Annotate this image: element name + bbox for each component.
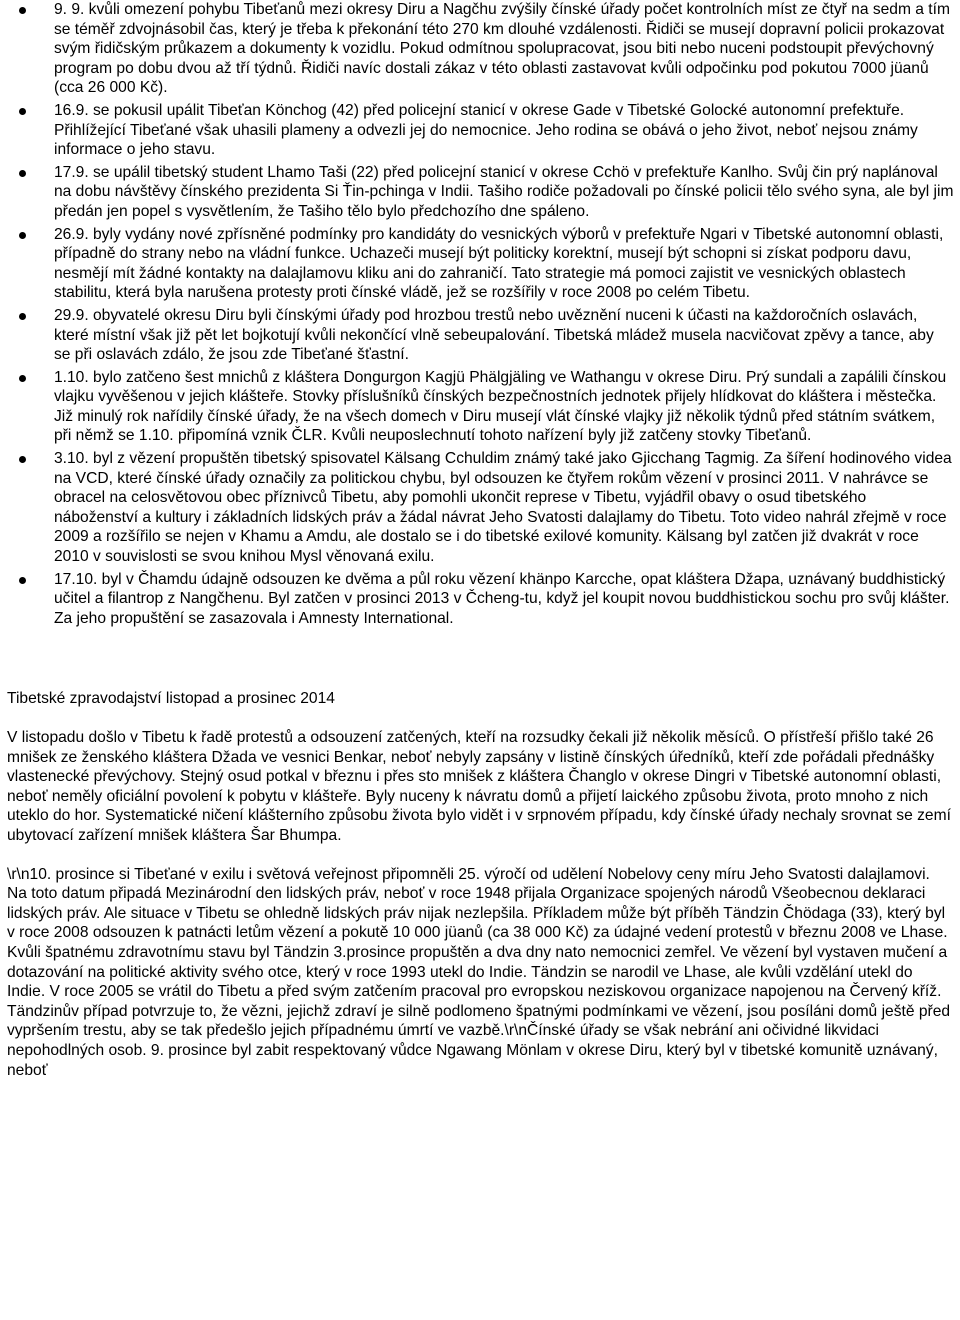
list-item bbox=[7, 225, 954, 303]
list-item bbox=[7, 306, 954, 365]
bullet-icon bbox=[19, 108, 26, 115]
bullet-icon bbox=[19, 456, 26, 463]
paragraph: \r\n10. prosince si Tibeťané v exilu i světová veřejnost připomněli 25. výročí od udělení Nobelovy ceny míru Jeho Svatosti dalajlamovi. Na toto datum připadá Mezinárodní den lidských práv, neboť v roce 1948 přijala Organizace spojených národů Všeobecnou deklaraci lidských práv. Ale situace v Tibetu se ohledně lidských práv nijak nezlepšila. Příkladem může být příběh Tändzin Čhödaga (33), který byl v roce 2008 odsouzen k patnácti letům vězení a pokutě 10 000 jüanů (ca 38 000 Kč) za údajné vedení protestů v březnu 2008 ve Lhase. Kvůli špatnému zdravotnímu stavu byl Tändzin 3.prosince propuštěn a dva dny nato nemocnici zemřel. Ve vězení byl vystaven mučení a dotazování na politické aktivity svého otce, který v roce 1993 utekl do Indie. Tändzin se narodil ve Lhase, ale kvůli vzdělání utekl do Indie. V roce 2005 se vrátil do Tibetu a před svým zatčením pracoval pro evropskou neziskovou organizace napojenou na Červený kříž. Tändzinův případ potvrzuje to, že vězni, jejichž zdraví je silně podlomeno špatnými podmínkami ve vězení, jsou posíláni domů ještě před vypršením trestu, aby se tak předešlo jejich případnému úmrtí ve vazbě.\r\nČínské úřady se však nebrání ani očividné likvidaci nepohodlných osob. 9. prosince byl zabit respektovaný vůdce Ngawang Mönlam v okrese Diru, který byl v tibetské komunitě uznávaný, neboť bbox=[7, 865, 951, 1079]
paragraph-spacer bbox=[7, 709, 954, 728]
bullet-icon bbox=[19, 313, 26, 320]
list-item-text: 29.9. obyvatelé okresu Diru byli čínskými úřady pod hrozbou trestů nebo uvěznění nuceni k účasti na každoročních oslavách, které místní však již pět let bojkotují kvůli nekončící vlně sebeupalování. Tibetská mládež musela nacvičovat zpěvy a tance, aby se při oslavách zdálo, že jsou zde Tibeťané šťastní. bbox=[54, 306, 934, 364]
list-item-text: 16.9. se pokusil upálit Tibeťan Könchog (42) před policejní stanicí v okrese Gade v Tibetské Golocké autonomní prefektuře. Přihlížející Tibeťané však uhasili plameny a odvezli jej do nemocnice. Jeho rodina se obává o jeho život, neboť nejsou známy informace o jeho stavu. bbox=[54, 101, 918, 159]
list-item bbox=[7, 0, 954, 98]
section-title: Tibetské zpravodajství listopad a prosinec 2014 bbox=[7, 690, 335, 708]
list-item bbox=[7, 449, 954, 567]
paragraph-spacer bbox=[7, 846, 954, 865]
bullet-icon bbox=[19, 375, 26, 382]
list-item-text: 17.9. se upálil tibetský student Lhamo Taši (22) před policejní stanicí v okrese Cchö v prefektuře Kanlho. Svůj čin prý naplánoval na dobu návštěvy čínského prezidenta Si Ťin-pchinga v Indii. Tašiho rodiče požadovali po čínské policii tělo svého syna, ale byl jim předán jen popel s vysvětlením, že Tašiho tělo bylo předchozího dne spáleno. bbox=[54, 163, 954, 220]
news-bullet-list bbox=[7, 0, 954, 628]
bullet-icon bbox=[19, 7, 26, 14]
list-item bbox=[7, 163, 954, 222]
bullet-icon bbox=[19, 232, 26, 239]
list-item bbox=[7, 570, 954, 629]
list-item-text: 17.10. byl v Čhamdu údajně odsouzen ke dvěma a půl roku vězení khänpo Karcche, opat kláštera Džapa, uznávaný buddhistický učitel a filantrop z Nangčhenu. Byl zatčen v prosinci 2013 v Čcheng-tu, když jel koupit novou buddhistickou sochu pro svůj klášter. Za jeho propuštění se zasazovala i Amnesty International. bbox=[54, 570, 950, 627]
list-item-text: 26.9. byly vydány nové zpřísněné podmínky pro kandidáty do vesnických výborů v prefektuře Ngari v Tibetské autonomní oblasti, případně do strany nebo na vládní funkce. Uchazeči musejí být politicky korektní, musejí být schopni si získat podporu davu, nesmějí mít žádné kontakty na dalajlamovu kliku ani do zahraničí. Tato strategie má pomoci zajistit ve vesnických oblastech stabilitu, která byla narušena protesty proti čínské vládě, jež se rozšířily v roce 2008 po celém Tibetu. bbox=[54, 225, 944, 302]
list-item-text: 9. 9. kvůli omezení pohybu Tibeťanů mezi okresy Diru a Nagčhu zvýšily čínské úřady počet kontrolních míst ze čtyř na sedm a tím se téměř zdvojnásobil čas, který je třeba k překonání této 270 km dlouhé vzdálenosti. Řidiči se musejí dopravní policii prokazovat svým řidičským průkazem a dokumenty k vozidlu. Pokud odmítnou spolupracovat, jsou biti nebo nuceni podstoupit převýchovný program po dobu dvou až tří týdnů. Řidiči navíc dostali zákaz v této oblasti zastavovat kvůli odpočinku pod pokutou 7000 jüanů (cca 26 000 Kč). bbox=[54, 1, 950, 97]
bullet-icon bbox=[19, 170, 26, 177]
list-item bbox=[7, 101, 954, 160]
paragraph: V listopadu došlo v Tibetu k řadě protestů a odsouzení zatčených, kteří na rozsudky čekali již několik měsíců. O přístřeší přišlo také 26 mnišek ze ženského kláštera Džada ve vesnici Benkar, neboť nebyly zapsány v listině čínských úředníků, kteří zde pořádali přednášky vlastenecké převýchovy. Stejný osud potkal v březnu i přes sto mnišek z kláštera Čhanglo v okrese Dingri v Tibetské autonomní oblasti, neboť neměly oficiální povolení k pobytu v klášteře. Byly nuceny k návratu domů a přijetí laického způsobu života, proto mnoho z nich uteklo do hor. Systematické ničení klášterního způsobu života bylo vidět i v srpnovém případu, kdy čínské úřady nechaly srovnat se zemí ubytovací zařízení mnišek kláštera Šar Bhumpa. bbox=[7, 729, 951, 844]
list-item bbox=[7, 368, 954, 446]
list-item-text: 3.10. byl z vězení propuštěn tibetský spisovatel Kälsang Cchuldim známý také jako Gjicchang Tagmig. Za šíření hodinového videa na VCD, které čínské úřady označily za politickou chybu, byl odsouzen ke čtyřem rokům vězení v prosinci 2011. V nahrávce se obracel na celosvětovou obec příznivců Tibetu, aby pomohli ukončit represe v Tibetu, vyjádřil obavy o osud tibetského náboženství a kultury i základních lidských práv a žádal návrat Jeho Svatosti dalajlamy do Tibetu. Toto video nahrál zřejmě v roce 2009 a rozšířilo se nejen v Khamu a Amdu, ale dostalo se i do tibetské exilové komunity. Kälsang byl zatčen již dvakrát v roce 2010 v souvislosti se svou knihou Mysl věnovaná exilu. bbox=[54, 450, 952, 566]
bullet-icon bbox=[19, 577, 26, 584]
list-item-text: 1.10. bylo zatčeno šest mnichů z kláštera Dongurgon Kagjü Phälgjäling ve Wathangu v okrese Diru. Prý sundali a zapálili čínskou vlajku vyvěšenou v jejich klášteře. Stovky příslušníků čínských bezpečnostních jednotek přijely hlídkovat do kláštera i městečka. Již minulý rok nařídily čínské úřady, že na všech domech v Diru musejí vlát čínské vlajky již několik týdnů před státním svátkem, při němž se 1.10. připomíná vznik ČLR. Kvůli neuposlechnutí tohoto nařízení byly již zatčeny stovky Tibeťanů. bbox=[54, 368, 947, 445]
section-spacer bbox=[7, 631, 954, 689]
